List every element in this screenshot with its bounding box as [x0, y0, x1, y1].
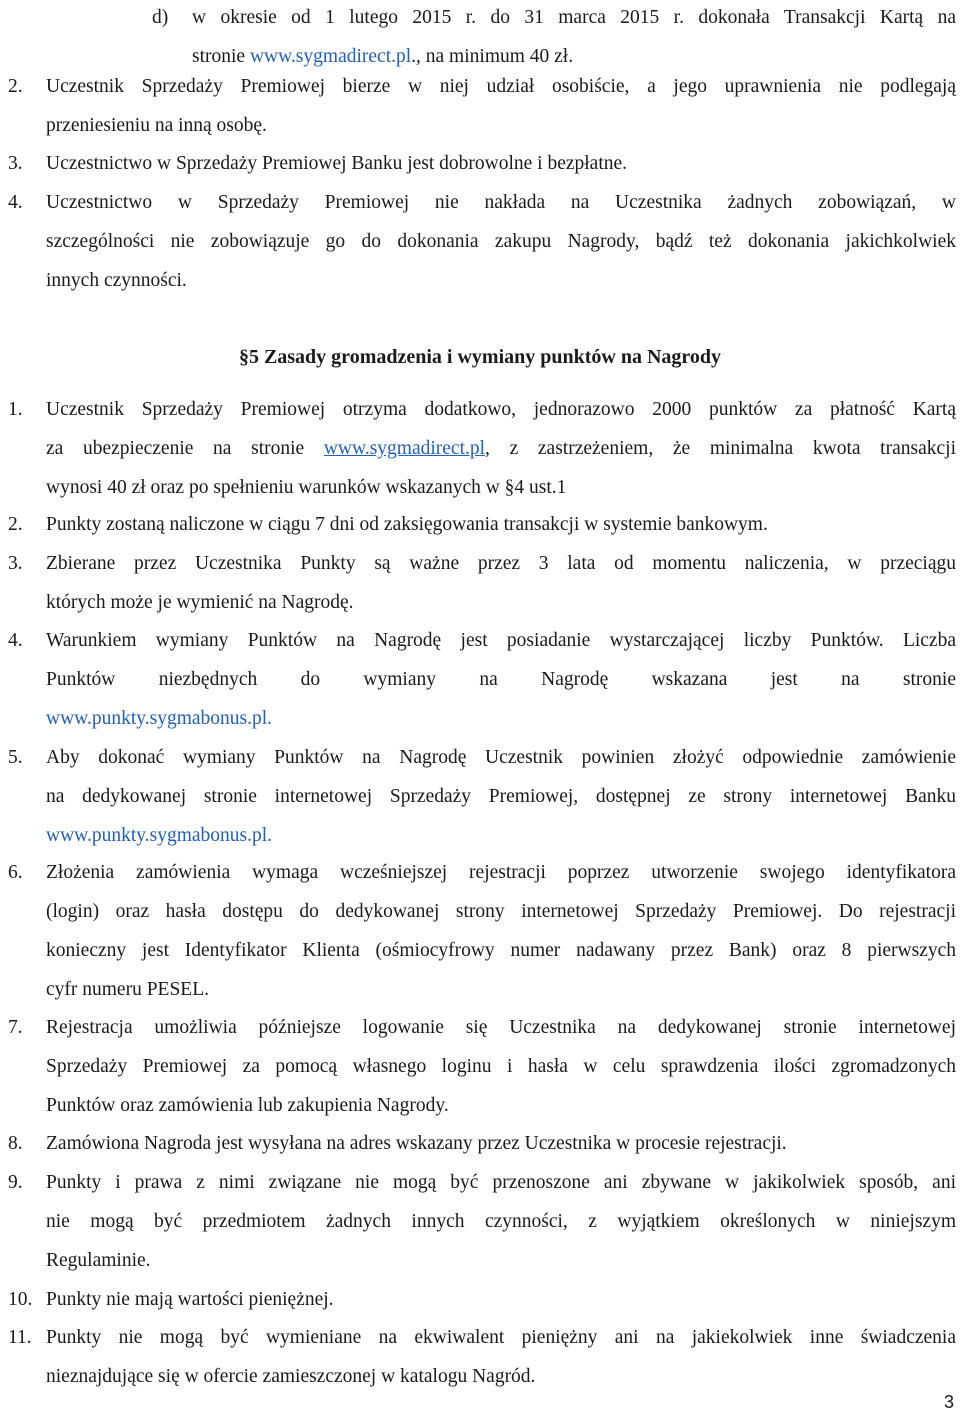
list-item-text-line: Punkty i prawa z nimi związane nie mogą być przenoszone ani zbywane w jakikolwiek sposób, ani [46, 1172, 956, 1193]
list-item-text-line: których może je wymienić na Nagrodę. [46, 592, 354, 613]
list-item-text-line: Punkty nie mogą być wymieniane na ekwiwalent pieniężny ani na jakiekolwiek inne świadczenia [46, 1327, 956, 1348]
list-item-text-line: Punkty zostaną naliczone w ciągu 7 dni od zaksięgowania transakcji w systemie bankowym. [46, 514, 768, 535]
section5-item-8 [8, 1124, 956, 1163]
list-item-text-line: Uczestnictwo w Sprzedaży Premiowej nie nakłada na Uczestnika żadnych zobowiązań, w [46, 192, 956, 213]
list-item-text-line: Uczestnictwo w Sprzedaży Premiowej Banku jest dobrowolne i bezpłatne. [46, 153, 628, 174]
list-item-marker: d) [152, 7, 169, 28]
list-item-text-line: wynosi 40 zł oraz po spełnieniu warunków wskazanych w §4 ust.1 [46, 477, 567, 498]
section5-item-6 [8, 853, 956, 1009]
list-item-text-line: Punkty nie mają wartości pieniężnej. [46, 1289, 334, 1310]
list-item-marker: 7. [8, 1017, 23, 1038]
list-item-text-line: konieczny jest Identyfikator Klienta (ośmiocyfrowy numer nadawany przez Bank) oraz 8 pierwszych [46, 940, 956, 961]
section5-item-11 [8, 1318, 956, 1396]
list-item-text-line [46, 429, 956, 468]
list-item-text-line: cyfr numeru PESEL. [46, 979, 210, 1000]
section5-item-3 [8, 544, 956, 622]
list-item-text-line: na dedykowanej stronie internetowej Sprzedaży Premiowej, dostępnej ze strony internetowej Banku [46, 786, 956, 807]
list-item-text-line: szczególności nie zobowiązuje go do dokonania zakupu Nagrody, bądź też dokonania jakichkolwiek [46, 231, 956, 252]
list-item-text-line: Warunkiem wymiany Punktów na Nagrodę jest posiadanie wystarczającej liczby Punktów. Liczba [46, 630, 956, 651]
text-span: za ubezpieczenie na stronie [46, 438, 324, 459]
list-item-text-line: Rejestracja umożliwia późniejsze logowanie się Uczestnika na dedykowanej stronie internetowej [46, 1017, 956, 1038]
list-item-text-line: innych czynności. [46, 270, 187, 291]
list-item-text-line: nieznajdujące się w ofercie zamieszczonej w katalogu Nagród. [46, 1366, 536, 1387]
section-title: §5 Zasady gromadzenia i wymiany punktów na Nagrody [238, 346, 722, 368]
list-item-marker: 5. [8, 747, 23, 768]
list-item-text-line: Zamówiona Nagroda jest wysyłana na adres wskazany przez Uczestnika w procesie rejestracji. [46, 1133, 787, 1154]
sygmadirect-link[interactable]: www.sygmadirect.pl [249, 46, 412, 67]
list-item-marker: 4. [8, 630, 23, 651]
list-item-marker: 3. [8, 553, 23, 574]
list-item-marker: 3. [8, 153, 23, 174]
section5-item-7 [8, 1008, 956, 1125]
list-item-marker: 2. [8, 76, 23, 97]
list-item-marker: 11. [8, 1327, 32, 1348]
list-item-text-line: Uczestnik Sprzedaży Premiowej otrzyma dodatkowo, jednorazowo 2000 punktów za płatność Kartą [46, 399, 956, 420]
text-span: ., na minimum 40 zł. [411, 46, 574, 67]
list-item-marker: 4. [8, 192, 23, 213]
list-item-text-line: nie mogą być przedmiotem żadnych innych czynności, z wyjątkiem określonych w niniejszym [46, 1211, 956, 1232]
list-item-marker: 2. [8, 514, 23, 535]
punkty-sygmabonus-link[interactable]: www.punkty.sygmabonus.pl. [46, 825, 273, 846]
punkty-sygmabonus-link[interactable]: www.punkty.sygmabonus.pl. [46, 708, 273, 729]
list-item-marker: 8. [8, 1133, 23, 1154]
section5-item-5 [8, 738, 956, 855]
list-item-4 [8, 183, 956, 300]
list-item-text-line: Regulaminie. [46, 1250, 151, 1271]
list-item-text-line: Uczestnik Sprzedaży Premiowej bierze w niej udział osobiście, a jego uprawnienia nie podlegają [46, 76, 956, 97]
list-item-text-line: (login) oraz hasła dostępu do dedykowanej strony internetowej Sprzedaży Premiowej. Do rejestracji [46, 901, 956, 922]
list-item-text-line: Sprzedaży Premiowej za pomocą własnego loginu i hasła w celu sprawdzenia ilości zgromadzonych [46, 1056, 956, 1077]
text-span: , z zastrzeżeniem, że minimalna kwota transakcji [485, 438, 956, 459]
sygmadirect-link[interactable]: www.sygmadirect.pl [323, 438, 486, 459]
list-item-text-line: Punktów niezbędnych do wymiany na Nagrodę wskazana jest na stronie [46, 669, 956, 690]
list-item-marker: 10. [8, 1289, 33, 1310]
list-item-2 [8, 67, 956, 145]
section5-item-4 [8, 621, 956, 738]
list-item-text-line: w okresie od 1 lutego 2015 r. do 31 marca 2015 r. dokonała Transakcji Kartą na [192, 7, 956, 28]
list-item-text-line: Złożenia zamówienia wymaga wcześniejszej rejestracji poprzez utworzenie swojego identyfikatora [46, 862, 956, 883]
section5-item-2 [8, 505, 956, 544]
section5-item-1 [8, 390, 956, 507]
list-item-3 [8, 144, 956, 183]
section5-item-10 [8, 1280, 956, 1319]
list-item-d [152, 0, 956, 76]
list-item-marker: 6. [8, 862, 23, 883]
section5-item-9 [8, 1163, 956, 1280]
list-item-marker: 9. [8, 1172, 23, 1193]
text-span: stronie [192, 46, 250, 67]
page-number: 3 [943, 1392, 954, 1412]
list-item-text-line: Punktów oraz zamówienia lub zakupienia Nagrody. [46, 1095, 449, 1116]
list-item-text-line: Aby dokonać wymiany Punktów na Nagrodę Uczestnik powinien złożyć odpowiednie zamówienie [46, 747, 956, 768]
list-item-marker: 1. [8, 399, 23, 420]
list-item-text-line: Zbierane przez Uczestnika Punkty są ważne przez 3 lata od momentu naliczenia, w przeciągu [46, 553, 956, 574]
list-item-text-line: przeniesieniu na inną osobę. [46, 115, 267, 136]
